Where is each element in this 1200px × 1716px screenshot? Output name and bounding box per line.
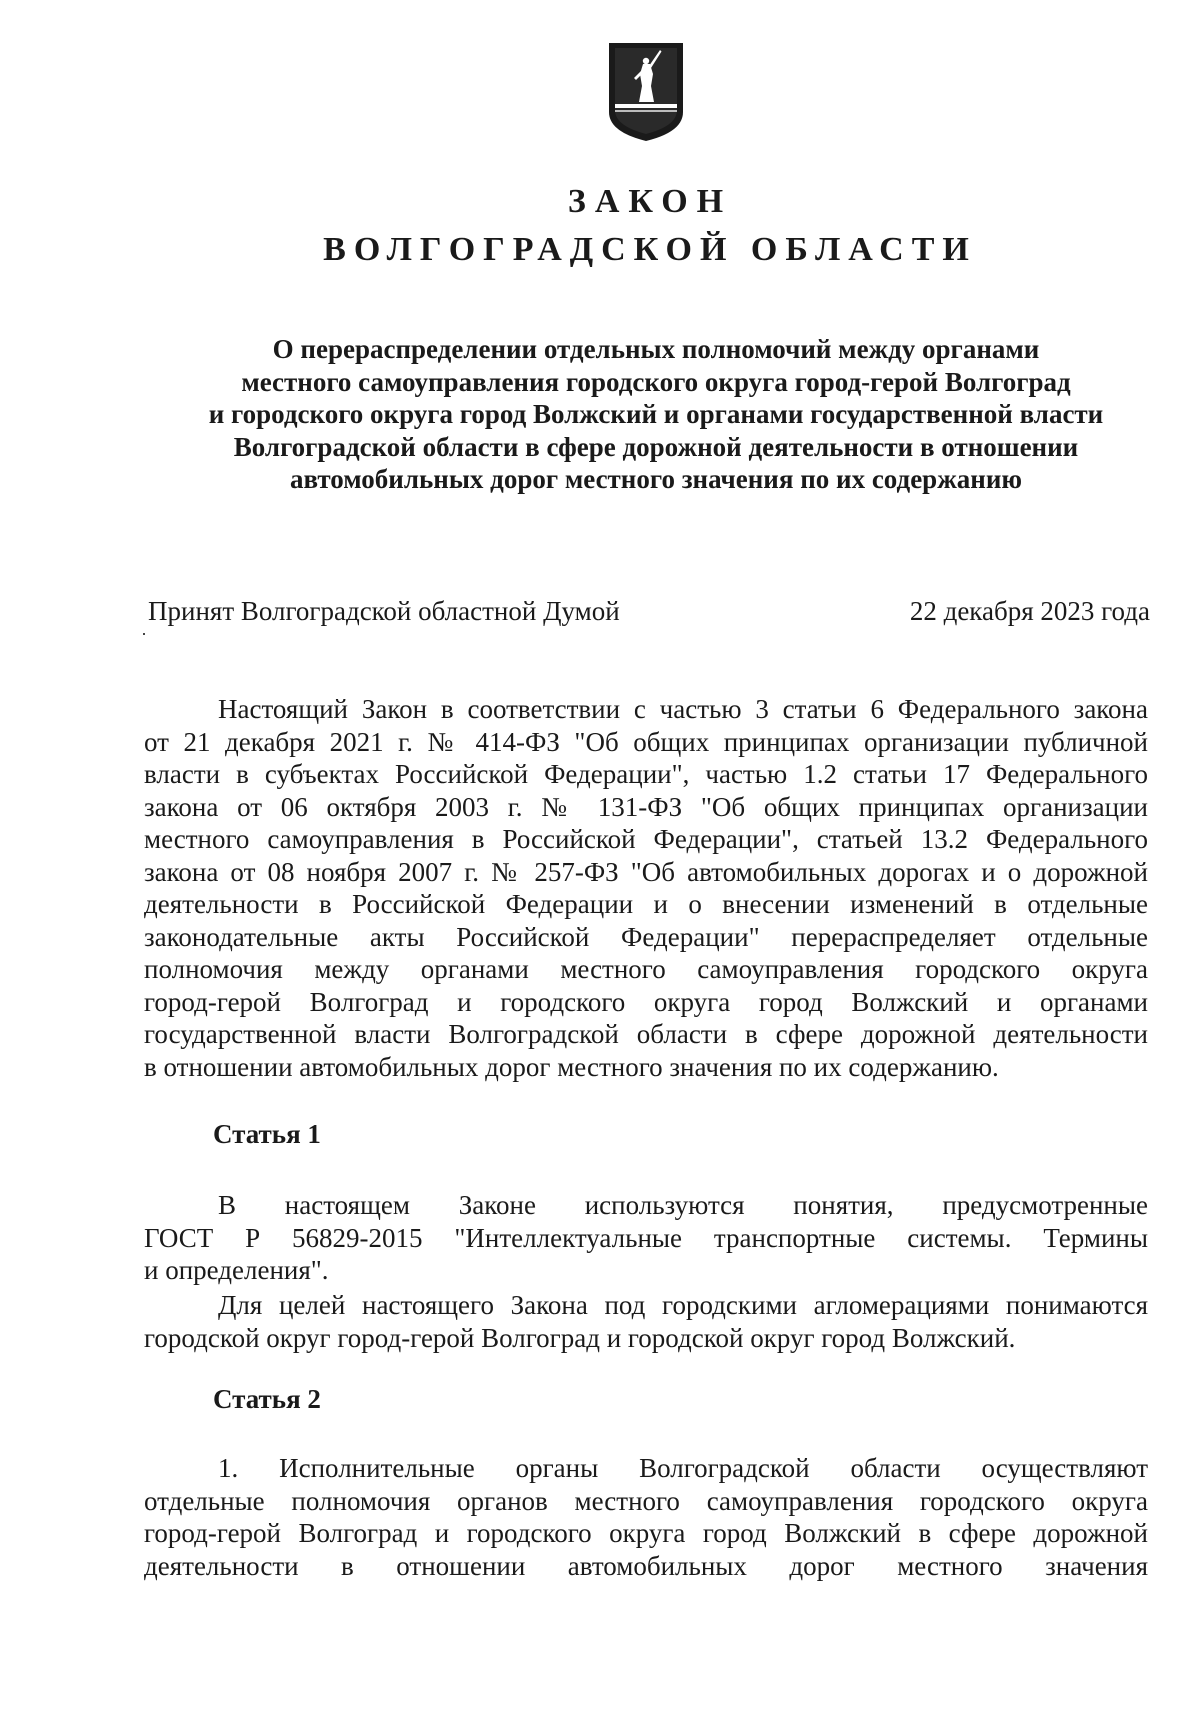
article-1-heading: Статья 1 — [213, 1119, 321, 1149]
preamble-line: власти в субъектах Российской Федерации", частью 1.2 статьи 17 Федерального — [144, 759, 1148, 789]
preamble-line: от 21 декабря 2021 г. № 414-ФЗ "Об общих принципах организации публичной — [144, 726, 1148, 757]
preamble-line: деятельности в Российской Федерации и о внесении изменений в отдельные — [144, 889, 1148, 919]
preamble-line: Настоящий Закон в соответствии с частью 3 статьи 6 Федерального закона — [218, 694, 1148, 724]
article-line: деятельности в отношении автомобильных дорог местного значения — [144, 1550, 1148, 1581]
adoption-date: 22 декабря 2023 года — [909, 596, 1150, 626]
article-line: 1. Исполнительные органы Волгоградской области осуществляют — [218, 1453, 1148, 1483]
law-subject — [0, 333, 1200, 496]
subject-line: Волгоградской области в сфере дорожной деятельности в отношении — [233, 431, 1079, 462]
article-line: город-герой Волгоград и городского округа город Волжский в сфере дорожной — [144, 1518, 1148, 1548]
adopted-by: Принят Волгоградской областной Думой — [148, 596, 620, 626]
scan-speck — [143, 633, 145, 635]
preamble-line: полномочия между органами местного самоуправления городского округа — [144, 954, 1148, 984]
subject-line: местного самоуправления городского округа город-герой Волгоград — [241, 366, 1071, 397]
article-line: ГОСТ Р 56829-2015 "Интеллектуальные транспортные системы. Термины — [144, 1222, 1148, 1253]
preamble-line: местного самоуправления в Российской Федерации", статьей 13.2 Федерального — [144, 824, 1148, 854]
document-type: ЗАКОН — [567, 183, 733, 220]
preamble-line: государственной власти Волгоградской области в сфере дорожной деятельности — [144, 1019, 1148, 1049]
preamble-line: закона от 06 октября 2003 г. № 131-ФЗ "Об общих принципах организации — [144, 791, 1148, 822]
article-2-heading: Статья 2 — [213, 1384, 321, 1414]
article-1-paragraph-2 — [144, 1289, 1148, 1354]
article-1-paragraph-1 — [144, 1189, 1148, 1287]
subject-line: автомобильных дорог местного значения по их содержанию — [289, 464, 1023, 494]
article-2-paragraph-1 — [144, 1452, 1148, 1582]
preamble-line: закона от 08 ноября 2007 г. № 257-ФЗ "Об автомобильных дорогах и о дорожной — [144, 856, 1148, 887]
article-line: городской округ город-герой Волгоград и городской округ город Волжский. — [144, 1322, 1016, 1353]
article-line: Для целей настоящего Закона под городскими агломерациями понимаются — [218, 1290, 1148, 1320]
coat-of-arms-icon — [606, 40, 686, 144]
preamble-line: законодательные акты Российской Федерации" перераспределяет отдельные — [144, 921, 1148, 952]
preamble-line: город-герой Волгоград и городского округа город Волжский и органами — [144, 986, 1148, 1017]
article-line: В настоящем Законе используются понятия, предусмотренные — [218, 1190, 1148, 1220]
preamble — [144, 693, 1148, 1083]
subject-line: и городского округа город Волжский и органами государственной власти — [208, 399, 1104, 429]
subject-line: О перераспределении отдельных полномочий между органами — [272, 334, 1040, 364]
article-line: и определения". — [144, 1255, 329, 1285]
region-title: ВОЛГОГРАДСКОЙ ОБЛАСТИ — [323, 231, 977, 268]
preamble-line: в отношении автомобильных дорог местного значения по их содержанию. — [144, 1051, 999, 1082]
article-line: отдельные полномочия органов местного самоуправления городского округа — [144, 1485, 1148, 1516]
